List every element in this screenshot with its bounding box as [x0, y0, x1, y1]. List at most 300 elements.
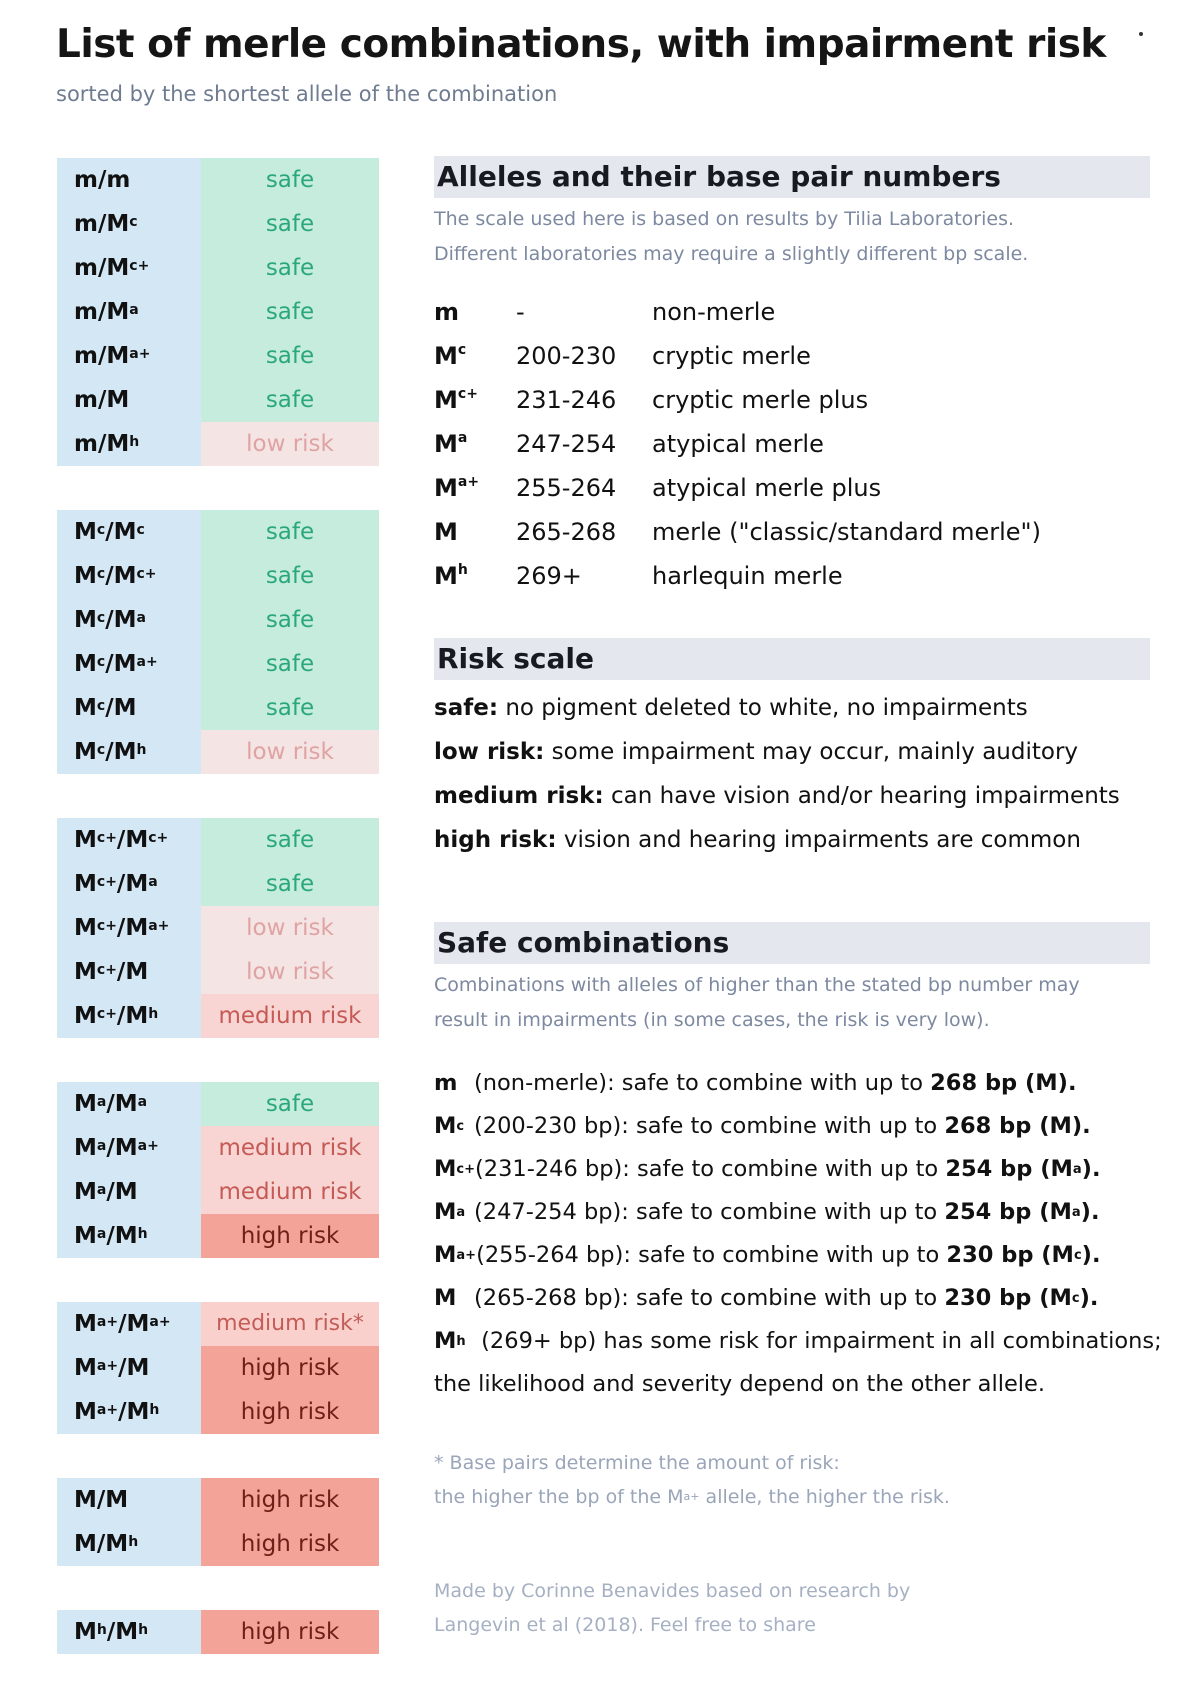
- risk-badge: safe: [201, 598, 379, 642]
- allele-separator: /: [116, 1003, 126, 1029]
- allele-symbol: M: [113, 739, 137, 765]
- risk-scale-item: [434, 818, 1150, 862]
- combination-genotype: [57, 554, 201, 598]
- allele-bp-range: 200-230: [516, 342, 617, 370]
- page-subtitle: sorted by the shortest allele of the combination: [56, 82, 558, 106]
- allele-superscript: h: [129, 434, 140, 450]
- risk-term: medium risk:: [434, 783, 604, 809]
- risk-badge: medium risk: [201, 1170, 379, 1214]
- allele-symbol: M: [74, 1531, 97, 1557]
- allele-symbol: M: [113, 519, 137, 545]
- allele-separator: /: [97, 299, 107, 325]
- allele-label: [434, 1148, 475, 1191]
- allele-separator: /: [96, 1531, 106, 1557]
- risk-badge: safe: [201, 510, 379, 554]
- allele-symbol: M: [105, 1487, 129, 1513]
- safe-limit: [946, 1242, 1100, 1268]
- combination-genotype: [57, 686, 201, 730]
- risk-term: high risk:: [434, 827, 557, 853]
- combination-row: [57, 1126, 379, 1170]
- combination-row: [57, 1522, 379, 1566]
- combination-genotype: [57, 1170, 201, 1214]
- allele-superscript: a+: [136, 654, 158, 670]
- risk-badge: safe: [201, 818, 379, 862]
- allele-bp-range: 231-246: [516, 386, 617, 414]
- allele-superscript: c+: [96, 962, 117, 978]
- allele-superscript: c: [136, 522, 145, 538]
- allele-superscript: a: [457, 430, 468, 446]
- combination-row: [57, 598, 379, 642]
- allele-separator: /: [105, 651, 114, 677]
- safe-limit-superscript: c: [1073, 1248, 1082, 1263]
- combination-genotype: [57, 246, 201, 290]
- alleles-heading: Alleles and their base pair numbers: [434, 156, 1150, 198]
- allele-superscript: c: [96, 698, 106, 714]
- allele-separator: /: [118, 1355, 127, 1381]
- combination-row: [57, 1346, 379, 1390]
- risk-badge: medium risk: [201, 994, 379, 1038]
- combination-group: [57, 1478, 379, 1566]
- allele-symbol: M: [126, 1355, 150, 1381]
- allele-symbol: M: [113, 695, 137, 721]
- safe-limit-text: 268 bp (M): [930, 1070, 1068, 1096]
- risk-badge: high risk: [201, 1522, 379, 1566]
- safe-limit-text: 254 bp (M: [945, 1156, 1073, 1182]
- combination-row: [57, 906, 379, 950]
- allele-superscript: c+: [456, 1162, 475, 1177]
- allele-symbol: m: [74, 431, 98, 457]
- allele-symbol: M: [434, 562, 458, 590]
- allele-superscript: h: [136, 742, 147, 758]
- harlequin-note: $M^h$ (269+ bp) has some risk for impairment in all combinations;: [434, 1328, 1162, 1354]
- safe-range-text: (265-268 bp): safe to combine with up to: [474, 1285, 945, 1311]
- risk-badge: low risk: [201, 906, 379, 950]
- combination-genotype: [57, 950, 201, 994]
- alleles-table: [434, 290, 1041, 598]
- risk-description: some impairment may occur, mainly auditory: [544, 739, 1079, 765]
- allele-separator: /: [105, 695, 114, 721]
- safe-range-text: (non-merle): safe to combine with up to: [474, 1070, 931, 1096]
- allele-row: [434, 422, 1041, 466]
- combination-genotype: [57, 290, 201, 334]
- allele-symbol-cell: [434, 510, 516, 554]
- combination-row: [57, 334, 379, 378]
- combination-row: [57, 290, 379, 334]
- allele-symbol: M: [74, 1179, 97, 1205]
- allele-symbol: M: [74, 959, 97, 985]
- allele-symbol: M: [74, 1135, 97, 1161]
- risk-badge: high risk: [201, 1610, 379, 1654]
- allele-symbol: m: [74, 255, 98, 281]
- allele-superscript: a+: [149, 1314, 171, 1330]
- combination-row: [57, 510, 379, 554]
- allele-superscript: c+: [96, 830, 117, 846]
- combination-genotype: [57, 510, 201, 554]
- allele-symbol: m: [74, 211, 98, 237]
- allele-separator: /: [105, 607, 114, 633]
- safe-limit-end: .: [1082, 1113, 1091, 1139]
- allele-superscript: a: [96, 1226, 107, 1242]
- safe-limit: [945, 1156, 1100, 1182]
- allele-symbol: M: [125, 915, 149, 941]
- allele-symbol: m: [106, 167, 131, 193]
- combination-row: [57, 554, 379, 598]
- harlequin-note-cont: the likelihood and severity depend on the other allele.: [434, 1371, 1046, 1397]
- allele-symbol: M: [125, 1003, 149, 1029]
- allele-superscript: a: [137, 1094, 148, 1110]
- allele-symbol: M: [74, 827, 97, 853]
- combination-row: [57, 422, 379, 466]
- combination-row: [57, 730, 379, 774]
- risk-badge: low risk: [201, 422, 379, 466]
- allele-separator: /: [105, 519, 114, 545]
- allele-superscript: c+: [457, 386, 478, 402]
- allele-superscript: c+: [96, 874, 117, 890]
- risk-scale-item: [434, 686, 1150, 730]
- allele-symbol: M: [434, 1242, 457, 1268]
- risk-scale-list: [434, 686, 1150, 862]
- allele-superscript: a+: [456, 1248, 477, 1263]
- allele-symbol: M: [74, 1487, 97, 1513]
- allele-separator: /: [106, 1223, 115, 1249]
- risk-badge: high risk: [201, 1390, 379, 1434]
- risk-badge: safe: [201, 334, 379, 378]
- allele-symbol: M: [114, 1135, 138, 1161]
- allele-superscript: c: [96, 610, 106, 626]
- combination-genotype: [57, 422, 201, 466]
- allele-symbol: M: [434, 342, 458, 370]
- allele-label: [434, 1191, 474, 1234]
- combination-row: [57, 642, 379, 686]
- allele-superscript: c+: [129, 258, 150, 274]
- footnote-line: the higher the bp of the $M^{a+}$ allele, the higher the risk.: [434, 1486, 950, 1508]
- safe-range-text: (247-254 bp): safe to combine with up to: [474, 1199, 945, 1225]
- allele-separator: /: [96, 1487, 106, 1513]
- allele-name: non-merle: [652, 298, 776, 326]
- allele-symbol: M: [126, 1399, 150, 1425]
- allele-superscript: a: [456, 1205, 466, 1220]
- combination-genotype: [57, 598, 201, 642]
- combination-row: [57, 862, 379, 906]
- allele-superscript: h: [137, 1226, 148, 1242]
- risk-badge: safe: [201, 246, 379, 290]
- safe-limit-text: 230 bp (M: [944, 1285, 1072, 1311]
- safe-range-text: (231-246 bp): safe to combine with up to: [475, 1156, 946, 1182]
- allele-bp-range: 255-264: [516, 474, 617, 502]
- allele-symbol: M: [434, 1156, 457, 1182]
- allele-row: [434, 290, 1041, 334]
- safe-note-line: result in impairments (in some cases, the risk is very low).: [434, 1009, 990, 1031]
- allele-row: [434, 510, 1041, 554]
- allele-symbol-cell: [434, 466, 516, 510]
- allele-superscript: h: [457, 562, 468, 578]
- allele-symbol: M: [74, 1355, 97, 1381]
- allele-separator: /: [97, 211, 107, 237]
- combination-genotype: [57, 642, 201, 686]
- risk-badge: safe: [201, 1082, 379, 1126]
- alleles-note-line: The scale used here is based on results by Tilia Laboratories.: [434, 208, 1015, 230]
- allele-superscript: c: [96, 566, 106, 582]
- risk-badge: low risk: [201, 950, 379, 994]
- allele-name: atypical merle plus: [652, 474, 882, 502]
- allele-label: [434, 1062, 474, 1105]
- safe-note-line: Combinations with alleles of higher than the stated bp number may: [434, 974, 1080, 996]
- allele-symbol: M: [74, 871, 97, 897]
- safe-limit-end: ).: [1080, 1199, 1100, 1225]
- allele-symbol: M: [115, 1619, 139, 1645]
- allele-symbol: M: [434, 1113, 457, 1139]
- allele-symbol: M: [434, 474, 458, 502]
- combination-table: [57, 158, 379, 1698]
- allele-symbol-cell: [434, 554, 516, 598]
- safe-combinations-list: [434, 1062, 1150, 1320]
- allele-symbol: M: [105, 1531, 129, 1557]
- safe-limit: [944, 1285, 1098, 1311]
- combination-genotype: [57, 158, 201, 202]
- allele-superscript: a: [96, 1182, 107, 1198]
- allele-symbol: M: [125, 959, 149, 985]
- allele-symbol: M: [114, 1091, 138, 1117]
- allele-symbol: M: [113, 651, 137, 677]
- footnote: [434, 1446, 1150, 1514]
- combination-row: [57, 818, 379, 862]
- allele-separator: /: [106, 1619, 116, 1645]
- allele-label: [434, 1105, 474, 1148]
- combination-genotype: [57, 202, 201, 246]
- safe-limit-text: 254 bp (M: [944, 1199, 1072, 1225]
- safe-limit: [944, 1113, 1090, 1139]
- combination-row: [57, 378, 379, 422]
- allele-symbol: M: [114, 1179, 138, 1205]
- allele-superscript: a+: [96, 1314, 119, 1330]
- allele-symbol: M: [106, 255, 130, 281]
- combination-row: [57, 1610, 379, 1654]
- risk-badge: high risk: [201, 1214, 379, 1258]
- allele-separator: /: [118, 1311, 127, 1337]
- safe-combination-item: [434, 1105, 1150, 1148]
- allele-superscript: a+: [129, 346, 151, 362]
- credit-line: Langevin et al (2018). Feel free to share: [434, 1614, 816, 1636]
- allele-superscript: c: [96, 654, 106, 670]
- allele-symbol: M: [74, 695, 97, 721]
- allele-separator: /: [116, 827, 126, 853]
- allele-symbol: M: [74, 607, 97, 633]
- allele-symbol: M: [106, 343, 130, 369]
- combination-genotype: [57, 1610, 201, 1654]
- allele-bp-range: 269+: [516, 562, 582, 590]
- allele-symbol: M: [74, 651, 97, 677]
- combination-genotype: [57, 906, 201, 950]
- allele-symbol-cell: [434, 378, 516, 422]
- allele-symbol: m: [74, 343, 98, 369]
- safe-limit: [930, 1070, 1076, 1096]
- credit-line: Made by Corinne Benavides based on research by: [434, 1580, 911, 1602]
- allele-name: merle ("classic/standard merle"): [652, 518, 1041, 546]
- allele-separator: /: [97, 343, 107, 369]
- allele-separator: /: [106, 1091, 115, 1117]
- allele-superscript: c: [96, 522, 106, 538]
- allele-bp-range: 265-268: [516, 518, 617, 546]
- allele-row: [434, 334, 1041, 378]
- allele-separator: /: [116, 959, 126, 985]
- allele-symbol: M: [125, 871, 149, 897]
- allele-symbol: M: [74, 563, 97, 589]
- risk-badge: high risk: [201, 1346, 379, 1390]
- allele-separator: /: [97, 431, 107, 457]
- combination-row: [57, 158, 379, 202]
- combination-genotype: [57, 994, 201, 1038]
- alleles-note-line: Different laboratories may require a slightly different bp scale.: [434, 243, 1029, 265]
- allele-symbol: M: [106, 299, 130, 325]
- combination-group: [57, 1302, 379, 1434]
- combination-row: [57, 1170, 379, 1214]
- safe-combination-item: [434, 1234, 1150, 1277]
- scan-speck: [1139, 32, 1143, 36]
- risk-badge: safe: [201, 862, 379, 906]
- allele-superscript: c: [96, 742, 106, 758]
- allele-name: atypical merle: [652, 430, 824, 458]
- allele-name: cryptic merle plus: [652, 386, 869, 414]
- allele-superscript: a: [96, 1138, 107, 1154]
- combination-row: [57, 1214, 379, 1258]
- risk-badge: medium risk: [201, 1126, 379, 1170]
- combination-genotype: [57, 730, 201, 774]
- allele-symbol: M: [113, 563, 137, 589]
- credit: [434, 1574, 1150, 1642]
- allele-symbol: M: [434, 430, 458, 458]
- combination-group: [57, 158, 379, 466]
- allele-symbol-cell: [434, 422, 516, 466]
- allele-bp-range: -: [516, 298, 525, 326]
- allele-symbol: M: [74, 1003, 97, 1029]
- combination-genotype: [57, 862, 201, 906]
- allele-superscript: a: [129, 302, 139, 318]
- info-column: [434, 156, 1162, 1642]
- allele-separator: /: [97, 387, 107, 413]
- allele-symbol: M: [74, 739, 97, 765]
- allele-superscript: a+: [96, 1358, 119, 1374]
- combination-genotype: [57, 1302, 201, 1346]
- allele-symbol: M: [74, 1619, 97, 1645]
- combination-row: [57, 1302, 379, 1346]
- risk-scale-item: [434, 774, 1150, 818]
- combination-genotype: [57, 818, 201, 862]
- safe-combinations-note: [434, 968, 1150, 1038]
- allele-separator: /: [116, 915, 126, 941]
- allele-symbol: M: [74, 1223, 97, 1249]
- allele-superscript: c+: [148, 830, 169, 846]
- combination-row: [57, 246, 379, 290]
- risk-scale-heading: Risk scale: [434, 638, 1150, 680]
- combination-group: [57, 510, 379, 774]
- allele-row: [434, 466, 1041, 510]
- safe-limit: [944, 1199, 1099, 1225]
- safe-limit-text: 268 bp (M): [944, 1113, 1083, 1139]
- allele-symbol: m: [74, 387, 98, 413]
- combination-row: [57, 950, 379, 994]
- allele-separator: /: [116, 871, 126, 897]
- allele-label: [434, 1277, 474, 1320]
- combination-genotype: [57, 1214, 201, 1258]
- allele-name: harlequin merle: [652, 562, 843, 590]
- risk-scale-item: [434, 730, 1150, 774]
- risk-badge: high risk: [201, 1478, 379, 1522]
- combination-group: [57, 818, 379, 1038]
- safe-range-text: (200-230 bp): safe to combine with up to: [474, 1113, 945, 1139]
- risk-badge: safe: [201, 642, 379, 686]
- allele-symbol: M: [126, 1311, 150, 1337]
- allele-superscript: a+: [137, 1138, 159, 1154]
- combination-genotype: [57, 378, 201, 422]
- risk-description: vision and hearing impairments are common: [556, 827, 1081, 853]
- allele-symbol: M: [74, 1399, 97, 1425]
- risk-description: no pigment deleted to white, no impairments: [498, 695, 1028, 721]
- safe-limit-text: 230 bp (M: [946, 1242, 1074, 1268]
- allele-superscript: h: [96, 1622, 107, 1638]
- combination-group: [57, 1082, 379, 1258]
- safe-limit-end: ).: [1079, 1285, 1099, 1311]
- allele-symbol: M: [74, 1091, 97, 1117]
- allele-symbol: M: [106, 431, 130, 457]
- allele-separator: /: [105, 563, 114, 589]
- allele-superscript: h: [149, 1402, 160, 1418]
- safe-combination-item: [434, 1148, 1150, 1191]
- safe-limit-end: ).: [1081, 1156, 1101, 1182]
- allele-label: [434, 1234, 476, 1277]
- combination-row: [57, 1478, 379, 1522]
- combination-row: [57, 202, 379, 246]
- allele-bp-range: 247-254: [516, 430, 617, 458]
- combination-row: [57, 994, 379, 1038]
- allele-symbol-cell: [434, 290, 516, 334]
- risk-badge: medium risk*: [201, 1302, 379, 1346]
- allele-superscript: a+: [96, 1402, 119, 1418]
- allele-separator: /: [106, 1135, 115, 1161]
- safe-combination-item: [434, 1277, 1150, 1320]
- allele-symbol: m: [434, 1070, 458, 1096]
- risk-description: can have vision and/or hearing impairments: [603, 783, 1120, 809]
- allele-symbol: M: [106, 211, 130, 237]
- allele-row: [434, 554, 1041, 598]
- alleles-note: [434, 202, 1150, 272]
- allele-symbol: M: [113, 607, 137, 633]
- allele-superscript: a+: [148, 918, 170, 934]
- allele-symbol-cell: [434, 334, 516, 378]
- combination-row: [57, 1390, 379, 1434]
- safe-limit-superscript: a: [1071, 1205, 1081, 1220]
- allele-symbol: M: [434, 1199, 457, 1225]
- allele-superscript: c: [457, 342, 467, 358]
- allele-symbol: M: [125, 827, 149, 853]
- combination-genotype: [57, 334, 201, 378]
- allele-name: cryptic merle: [652, 342, 811, 370]
- risk-badge: low risk: [201, 730, 379, 774]
- allele-symbol: M: [106, 387, 130, 413]
- combination-genotype: [57, 1522, 201, 1566]
- allele-symbol: M: [74, 915, 97, 941]
- footnote-line: * Base pairs determine the amount of risk:: [434, 1452, 840, 1474]
- allele-separator: /: [105, 739, 114, 765]
- combination-row: [57, 1082, 379, 1126]
- allele-superscript: a: [96, 1094, 107, 1110]
- allele-symbol: M: [114, 1223, 138, 1249]
- safe-limit-end: .: [1067, 1070, 1077, 1096]
- allele-superscript: c+: [136, 566, 157, 582]
- risk-term: safe:: [434, 695, 499, 721]
- allele-separator: /: [97, 255, 107, 281]
- allele-superscript: h: [128, 1534, 139, 1550]
- risk-badge: safe: [201, 686, 379, 730]
